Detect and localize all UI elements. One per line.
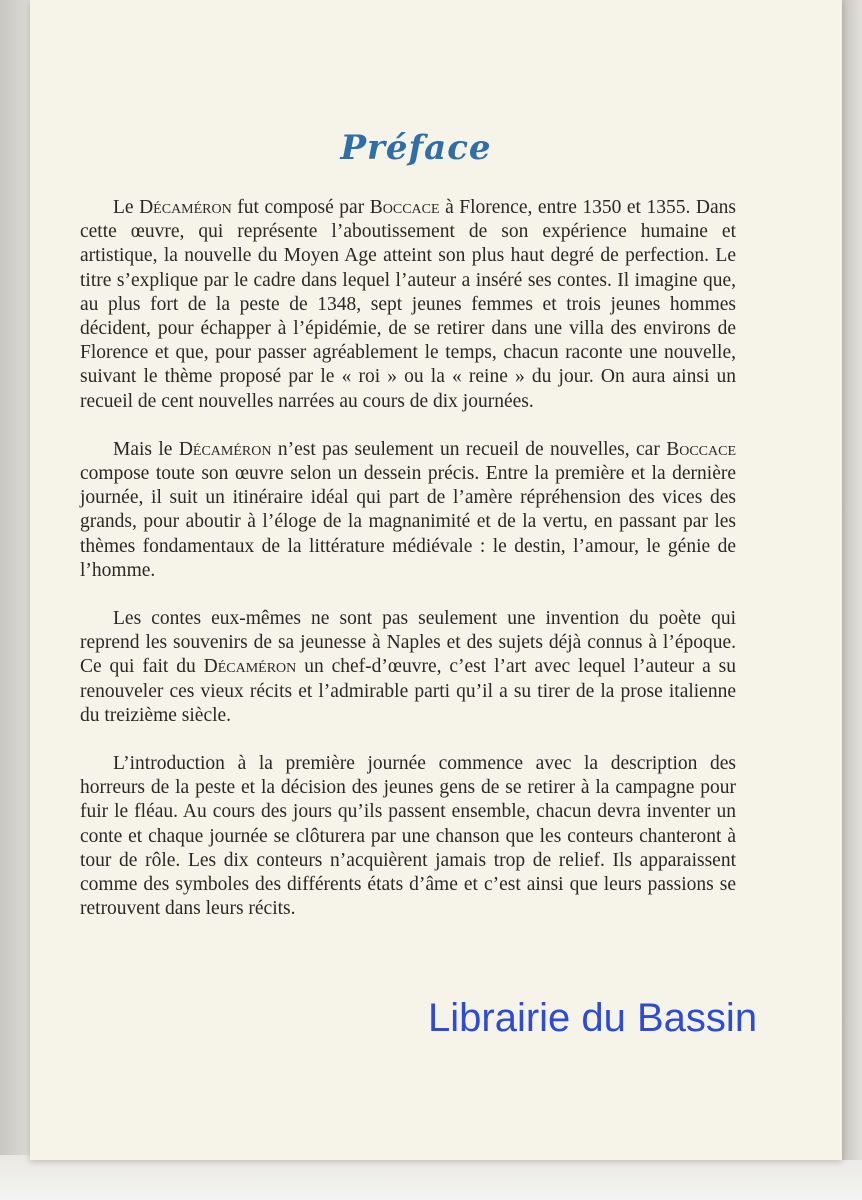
text-run: Le: [113, 197, 140, 218]
page-title: Préface: [340, 128, 492, 168]
paragraph: [80, 438, 736, 583]
text-run: Les contes eux-mêmes ne sont pas seulement une invention du poète qui reprend les souvenirs de sa jeunesse à Naples et des sujets déjà connus à l’époque. Ce qui fait du: [80, 608, 736, 678]
text-run: n’est pas seulement un recueil de nouvelles, car: [271, 438, 667, 460]
scan-background-bottom: [0, 1155, 862, 1200]
small-caps-name: Décaméron: [203, 656, 297, 678]
text-run: à Florence, entre 1350 et 1355. Dans cette œuvre, qui représente l’aboutissement de son expérience humaine et artistique, la nouvelle du Moyen Age atteint son plus haut degré de perfection. Le titre s’explique par le cadre dans lequel l’auteur a inséré ses contes. Il imagine que, au plus fort de la peste de 1348, sept jeunes femmes et trois jeunes hommes décident, pour échapper à l’épidémie, de se retirer dans une villa des environs de Florence et que, pour passer agréablement le temps, chacun raconte une nouvelle, suivant le thème proposé par le « roi » ou la « reine » du jour. On aura ainsi un recueil de cent nouvelles narrées au cours de dix journées.: [80, 197, 736, 412]
text-run: un chef-d’œuvre, c’est l’art avec lequel l’auteur a su renouveler ces vieux récits et l’admirable parti qu’il a su tirer de la prose italienne du treizième siècle.: [80, 656, 736, 726]
small-caps-name: Décaméron: [139, 197, 232, 218]
small-caps-name: Boccace: [369, 197, 440, 218]
preface-body: [80, 196, 736, 945]
page-edge-shadow: [842, 0, 862, 1160]
text-run: Mais le: [113, 438, 179, 460]
text-run: compose toute son œuvre selon un dessein précis. Entre la première et la dernière journée, il suit un itinéraire idéal qui part de l’amère répréhension des vices des grands, pour aboutir à l’éloge de la magnanimité et de la vertu, en passant par les thèmes fondamentaux de la littérature médiévale : le destin, l’amour, le génie de l’homme.: [80, 463, 736, 581]
text-run: fut composé par: [231, 197, 370, 218]
paragraph: [80, 607, 736, 728]
paragraph: [80, 752, 736, 921]
small-caps-name: Boccace: [666, 438, 736, 460]
book-page: [30, 0, 842, 1160]
scan-background-left: [0, 0, 30, 1200]
small-caps-name: Décaméron: [178, 438, 272, 460]
text-run: L’introduction à la première journée commence avec la description des horreurs de la peste et la décision des jeunes gens de se retirer à la campagne pour fuir le fléau. Au cours des jours qu’ils passent ensemble, chacun devra inventer un conte et chaque journée se clôturera par une chanson que les conteurs chanteront à tour de rôle. Les dix conteurs n’acquièrent jamais trop de relief. Ils apparaissent comme des symboles des différents états d’âme et c’est ainsi que leurs passions se retrouvent dans leurs récits.: [80, 753, 736, 920]
paragraph: [80, 196, 736, 414]
watermark-text: Librairie du Bassin: [428, 996, 758, 1040]
